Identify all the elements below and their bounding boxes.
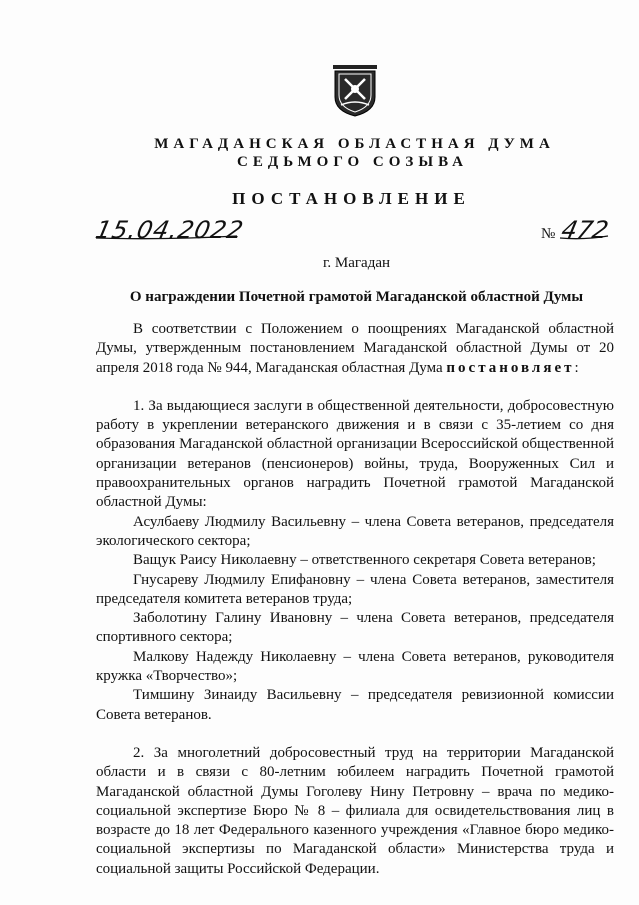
number-underline (558, 234, 610, 242)
resolution-body (96, 320, 614, 879)
resolution-title: О награждении Почетной грамотой Магаданской областной Думы (129, 289, 584, 305)
awardee-1: Асулбаеву Людмилу Васильевну – члена Совета ветеранов, председателя экологического сектора; (96, 513, 614, 549)
date-underline (94, 234, 239, 242)
awardee-3: Гнусареву Людмилу Епифановну – члена Совета ветеранов, заместителя председателя комитета ветеранов труда; (96, 571, 614, 607)
awardee-6: Тимшину Зинаиду Васильевну – председателя ревизионной комиссии Совета ветеранов. (96, 687, 614, 723)
awardee-2: Ващук Раису Николаевну – ответственного секретаря Совета ветеранов; (133, 552, 596, 569)
preamble-text: В соответствии с Положением о поощрениях Магаданской областной Думы, утвержденным постановлением Магаданской областной Думы от 20 апреля 2018 года № 944, Магаданская областная Дума (96, 321, 614, 376)
number-sign: № (541, 226, 556, 242)
preamble-paragraph (96, 320, 614, 378)
preamble-colon: : (574, 359, 579, 376)
coat-of-arms-emblem (333, 65, 377, 117)
convocation: СЕДЬМОГО СОЗЫВА (237, 154, 468, 170)
resolves-word: постановляет (446, 359, 575, 376)
city: г. Магадан (322, 255, 391, 271)
handwritten-number: 472 (559, 216, 611, 244)
item-2-text: 2. За многолетний добросовестный труд на территории Магаданской области и в связи с 80-летним юбилеем наградить Почетной грамотой Магаданской областной Думы Гоголеву Нину Петровну – врача по медико-социальной экспертизе Бюро № 8 – филиала для освидетельствования лиц в возрасте до 18 лет Федерального казенного учреждения «Главное бюро медико-социальной экспертизы по Магаданской области» Министерства труда и социальной защиты Российской Федерации. (96, 744, 614, 877)
document-type: ПОСТАНОВЛЕНИЕ (232, 189, 471, 208)
parliament-name: МАГАДАНСКАЯ ОБЛАСТНАЯ ДУМА (154, 136, 555, 152)
handwritten-date: 15.04.2022 (93, 216, 247, 244)
item-1-text: 1. За выдающиеся заслуги в общественной деятельности, добросовестную работу в укреплении ветеранского движения и в связи с 35-летием со дня образования Магаданской областной организации Всероссийской общественной организации ветеранов (пенсионеров) войны, труда, Вооруженных Сил и правоохранительных органов наградить Почетной грамотой Магаданской областной Думы: (96, 397, 614, 511)
awardee-4: Заболотину Галину Ивановну – члена Совета ветеранов, председателя спортивного сектора; (96, 610, 614, 646)
awardee-5: Малкову Надежду Николаевну – члена Совета ветеранов, руководителя кружка «Творчество»; (96, 648, 614, 685)
